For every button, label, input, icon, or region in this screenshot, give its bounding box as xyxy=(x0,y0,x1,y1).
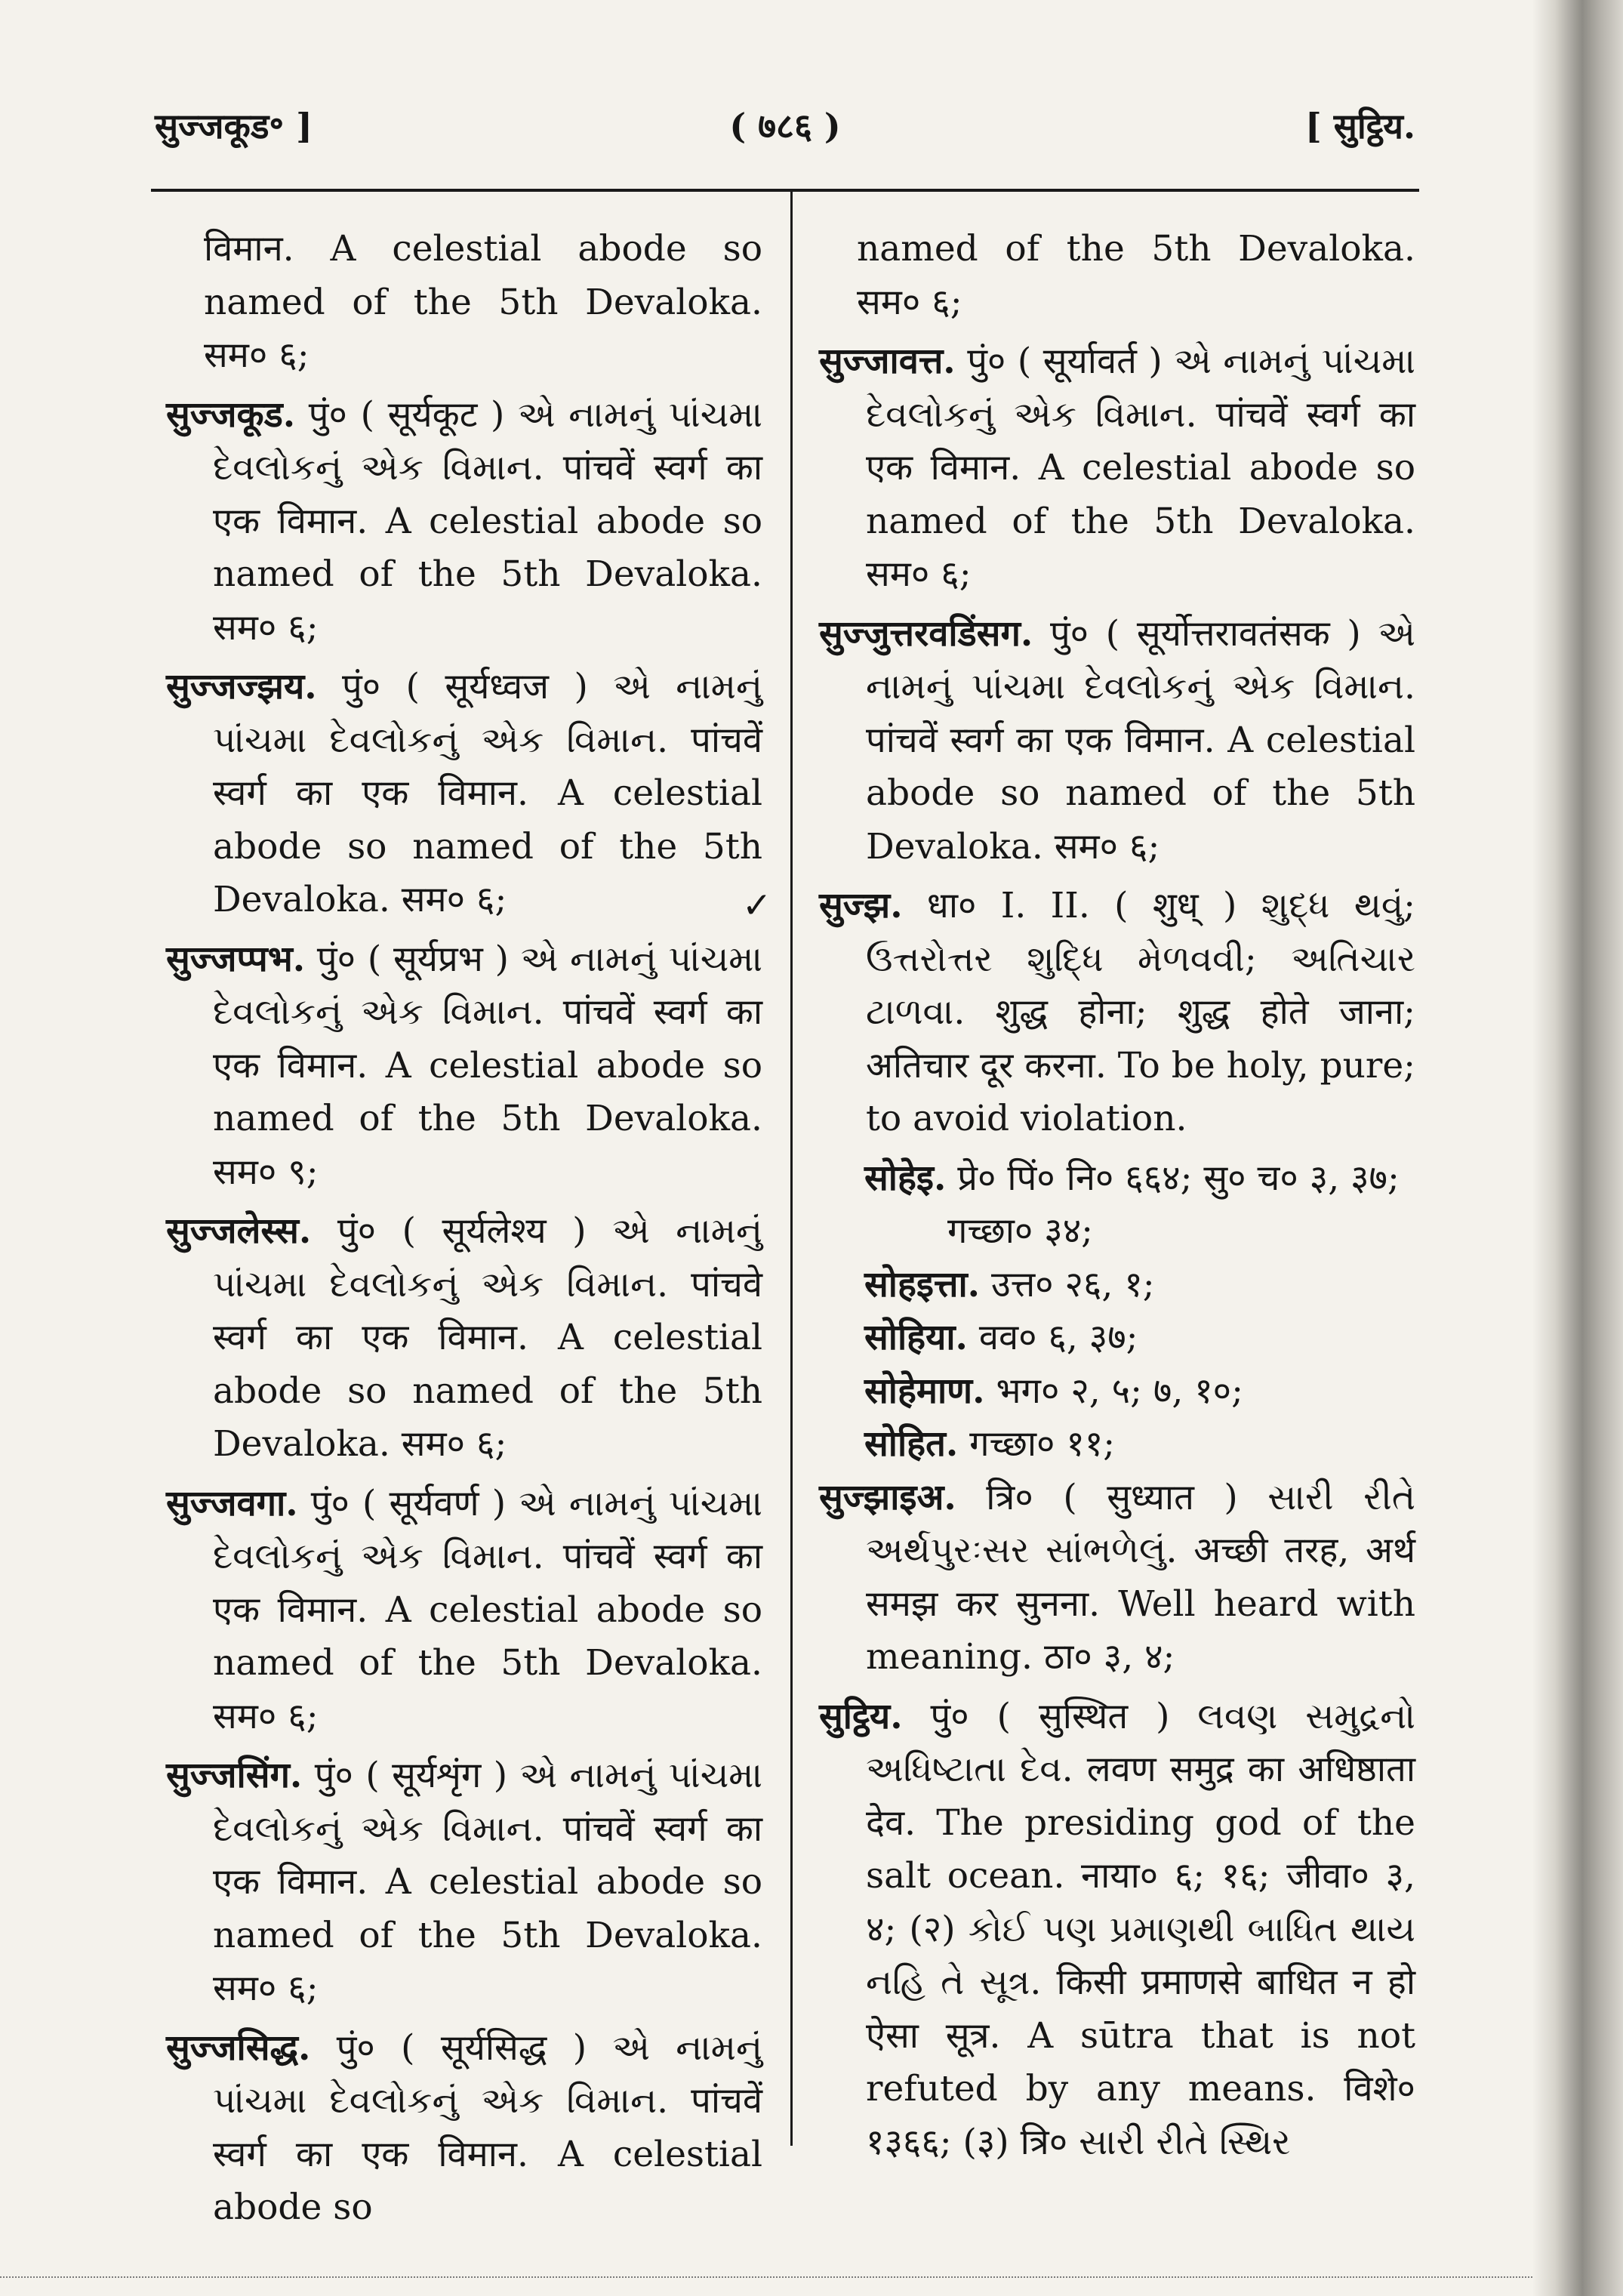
sub-headword: सोहिया. xyxy=(864,1317,968,1358)
dictionary-entry xyxy=(166,933,762,1200)
entry-text: पुं० ( सूर्योत्तरावतंसक ) એ નામનું પાંચમા દેવલોકનું એક વિમાન. पांचवें स्वर्ग का एक विमान. A celestial abode so named of the 5th Devaloka. सम० ६; xyxy=(866,612,1415,868)
dictionary-entry xyxy=(166,2022,762,2235)
dictionary-entry xyxy=(166,661,762,927)
entry-text: पुं० ( सुस्थित ) લવણ સમુદ્રનો અધિષ્ટાતા દેવ. लवण समुद्र का अधिष्ठाता देव. The presiding god of the salt ocean. नाया० ६; १६; जीवा० ३, ४; (२) કોઈ પણ પ્રમાણથી બાધિત થાય નહિ તે સૂત્ર. किसी प्रमाणसे बाधित न हो ऐसा सूत्र. A sūtra that is not refuted by any means. विशे० १३६६; (३) त्रि० સારી રીતે સ્થિર xyxy=(866,1695,1415,2163)
dictionary-entry xyxy=(819,1472,1415,1684)
dictionary-entry xyxy=(166,1205,762,1472)
dictionary-entry xyxy=(819,1690,1415,2170)
header-left-guideword: सुज्जकूड॰ ] xyxy=(155,106,313,146)
continued-entry xyxy=(166,223,762,383)
sub-headword: सोहइत्ता. xyxy=(864,1263,980,1305)
sub-form xyxy=(819,1365,1415,1419)
running-header xyxy=(155,102,1415,155)
sub-form-refs: वव० ६, ३७; xyxy=(967,1317,1138,1358)
scan-bottom-edge xyxy=(0,2276,1532,2278)
entry-text: विमान. A celestial abode so named of the 5th Devaloka. सम० ६; xyxy=(204,228,762,376)
sub-form-refs: प्रे० पिं० नि० ६६४; सु० च० ३, ३७; गच्छा० ३४; xyxy=(946,1157,1400,1252)
sub-headword: सोहेमाण. xyxy=(864,1370,985,1412)
sub-headword: सोहित. xyxy=(864,1423,959,1465)
headword: सुज्झ. xyxy=(819,885,903,926)
sub-form xyxy=(819,1259,1415,1312)
dictionary-entry xyxy=(819,335,1415,602)
entry-text: पुं० ( सूर्यशृंग ) એ નામનું પાંચમા દેવલોકનું એક વિમાન. पांचवें स्वर्ग का एक विमान. A celestial abode so named of the 5th Devaloka. सम० ६; xyxy=(213,1755,762,2009)
dictionary-entry: ✓ सुज्झ. धा० I. II. ( शुध् ) શુદ્ધ થવું; ઉત્તરોત્તર શુદ્ધિ મેળવવી; અતિચાર ટાળવા. शुद्ध होना; शुद्ध होते जाना; अतिचार दूर करना. To be holy, pure; to avoid violation. xyxy=(742,885,1415,1139)
headword: सुज्जवगा. xyxy=(166,1482,298,1524)
entry-text: पुं० ( सूर्यप्रभ ) એ નામનું પાંચમા દેવલોકનું એક વિમાન. पांचवें स्वर्ग का एक विमान. A celestial abode so named of the 5th Devaloka. सम० ९; xyxy=(213,938,762,1193)
entry-text: पुं० ( सूर्यावर्त ) એ નામનું પાંચમા દેવલોકનું એક વિમાન. पांचवें स्वर्ग का एक विमान. A celestial abode so named of the 5th Devaloka. सम० ६; xyxy=(866,341,1415,595)
dictionary-entry xyxy=(166,389,762,655)
continued-entry xyxy=(819,223,1415,329)
sub-form-refs: भग० २, ५; ७, १०; xyxy=(984,1370,1243,1412)
sub-headword: सोहेइ. xyxy=(864,1157,947,1199)
dictionary-entry xyxy=(166,1478,762,1744)
headword: सुज्जप्पभ. xyxy=(166,938,306,980)
headword: सुज्जलेस्स. xyxy=(166,1210,312,1252)
entry-text: धा० I. II. ( शुध् ) શુદ્ધ થવું; ઉત્તરોત્તર શુદ્ધિ મેળવવી; અતિચાર ટાળવા. शुद्ध होना; शुद्ध होते जाना; अतिचार दूर करना. To be holy, pure; to avoid violation. xyxy=(866,885,1415,1139)
entry-text: named of the 5th Devaloka. सम० ६; xyxy=(857,228,1415,323)
entry-text: पुं० ( सूर्यवर्ण ) એ નામનું પાંચમા દેવલોકનું એક વિમાન. पांचवें स्वर्ग का एक विमान. A celestial abode so named of the 5th Devaloka. सम० ६; xyxy=(213,1482,762,1737)
sub-form xyxy=(819,1152,1415,1259)
header-right-guideword: [ सुट्ठिय. xyxy=(1305,106,1415,146)
sub-form-refs: उत्त० २६, १; xyxy=(980,1263,1155,1305)
dictionary-entry xyxy=(166,1749,762,2016)
page-number: ( ७८६ ) xyxy=(729,106,841,146)
headword: सुज्जसिंग. xyxy=(166,1755,303,1796)
headword: सुज्जसिद्ध. xyxy=(166,2026,311,2069)
right-column xyxy=(742,223,1415,2175)
headword: सुज्जुत्तरवडिंसग. xyxy=(819,612,1033,655)
sub-form-refs: गच्छा० ११; xyxy=(958,1423,1116,1465)
headword: सुज्जज्झय. xyxy=(166,666,317,707)
left-column xyxy=(166,223,762,2241)
headword: सुज्जावत्त. xyxy=(819,341,956,382)
headword: सुज्जकूड. xyxy=(166,393,296,436)
entry-text: पुं० ( सूर्यसिद्ध ) એ નામનું પાંચમા દેવલોકનું એક વિમાન. पांचवें स्वर्ग का एक विमान. A celestial abode so xyxy=(213,2026,762,2228)
scan-page-edge xyxy=(1532,0,1623,2296)
sub-form xyxy=(819,1418,1415,1472)
dictionary-entry xyxy=(819,608,1415,874)
entry-text: पुं० ( सूर्यकूट ) એ નામનું પાંચમા દેવલોકનું એક વિમાન. पांचवें स्वर्ग का एक विमान. A celestial abode so named of the 5th Devaloka. सम० ६; xyxy=(213,393,762,649)
column-divider xyxy=(790,190,793,2146)
header-rule xyxy=(151,189,1419,192)
entry-text: त्रि० ( सुध्यात ) સારી રીતે અર્થપુરઃસર સાંભળેલું. अच्छी तरह, अर्थ समझ कर सुनना. Well heard with meaning. ठा० ३, ४; xyxy=(866,1476,1415,1678)
sub-form xyxy=(819,1311,1415,1365)
headword: सुट्ठिय. xyxy=(819,1695,903,1737)
entry-text: पुं० ( सूर्यलेश्य ) એ નામનું પાંચમા દેવલોકનું એક વિમાન. पांचवे स्वर्ग का एक विमान. A celestial abode so named of the 5th Devaloka. सम० ६; xyxy=(213,1210,762,1465)
entry-text: पुं० ( सूर्यध्वज ) એ નામનું પાંચમા દેવલોકનું એક વિમાન. पांचवें स्वर्ग का एक विमान. A celestial abode so named of the 5th Devaloka. सम० ६; xyxy=(213,666,762,920)
headword: सुज्झाइअ. xyxy=(819,1476,956,1518)
